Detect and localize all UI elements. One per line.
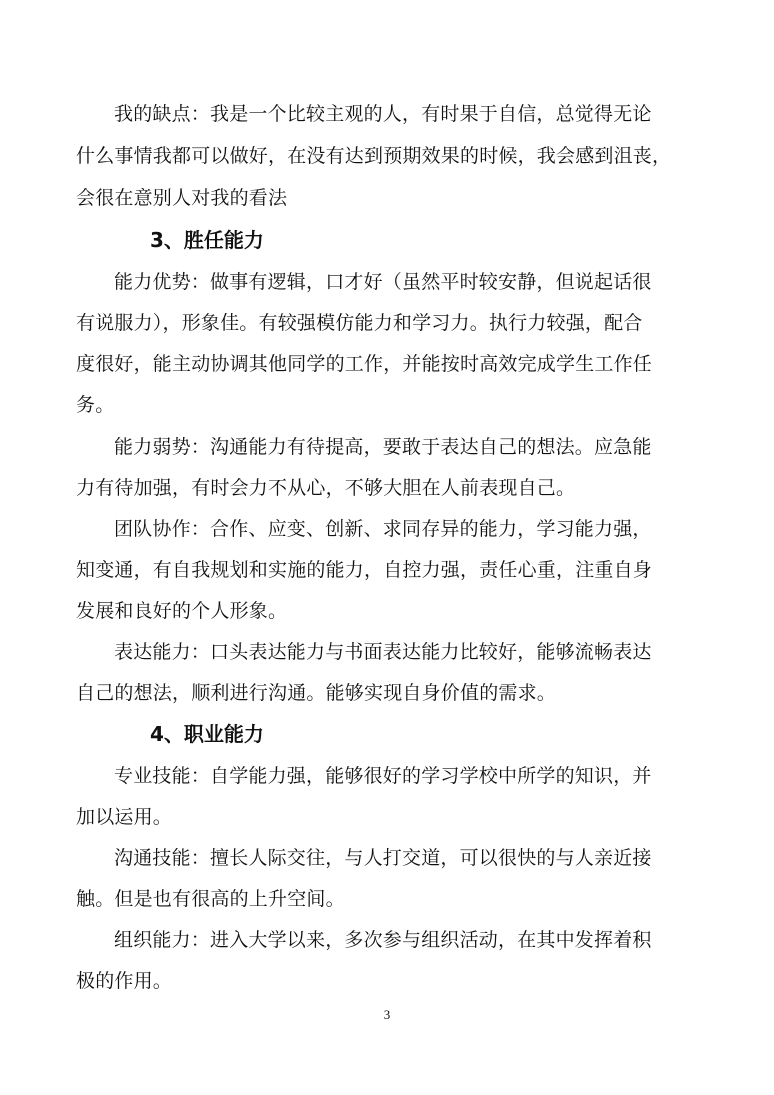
expression-line: 自己的想法，顺利进行沟通。能够实现自身价值的需求。 xyxy=(76,682,557,704)
section-heading-competence: 3、胜任能力 xyxy=(150,228,264,252)
strengths-line: 有说服力），形象佳。有较强模仿能力和学习力。执行力较强，配合 xyxy=(76,312,643,334)
teamwork-line: 知变通，有自我规划和实施的能力，自控力强，责任心重，注重自身 xyxy=(76,559,653,581)
professional-skill-line: 专业技能：自学能力强，能够很好的学习学校中所学的知识，并 xyxy=(114,765,652,787)
section-heading-career: 4、职业能力 xyxy=(150,722,264,746)
page-number: 3 xyxy=(383,1007,391,1022)
teamwork-line: 发展和良好的个人形象。 xyxy=(76,600,288,622)
weakness-line: 会很在意别人对我的看法 xyxy=(76,187,288,209)
communication-skill-line: 沟通技能：擅长人际交往，与人打交道，可以很快的与人亲近接 xyxy=(114,847,652,869)
organization-skill-line: 极的作用。 xyxy=(76,970,173,992)
professional-skill-line: 加以运用。 xyxy=(76,806,173,828)
weakness-line: 我的缺点：我是一个比较主观的人，有时果于自信，总觉得无论 xyxy=(114,103,652,125)
strengths-line: 能力优势：做事有逻辑，口才好（虽然平时较安静，但说起话很 xyxy=(114,271,652,293)
weakness-line: 什么事情我都可以做好，在没有达到预期效果的时候，我会感到沮丧， xyxy=(76,145,672,167)
organization-skill-line: 组织能力：进入大学以来，多次参与组织活动，在其中发挥着积 xyxy=(114,929,652,951)
ability-weakness-line: 力有待加强，有时会力不从心，不够大胆在人前表现自己。 xyxy=(76,477,576,499)
teamwork-line: 团队协作：合作、应变、创新、求同存异的能力，学习能力强， xyxy=(114,518,652,540)
ability-weakness-line: 能力弱势：沟通能力有待提高，要敢于表达自己的想法。应急能 xyxy=(114,436,652,458)
communication-skill-line: 触。但是也有很高的上升空间。 xyxy=(76,888,345,910)
expression-line: 表达能力：口头表达能力与书面表达能力比较好，能够流畅表达 xyxy=(114,641,652,663)
strengths-line: 度很好，能主动协调其他同学的工作，并能按时高效完成学生工作任 xyxy=(76,353,653,375)
strengths-line: 务。 xyxy=(76,394,115,416)
